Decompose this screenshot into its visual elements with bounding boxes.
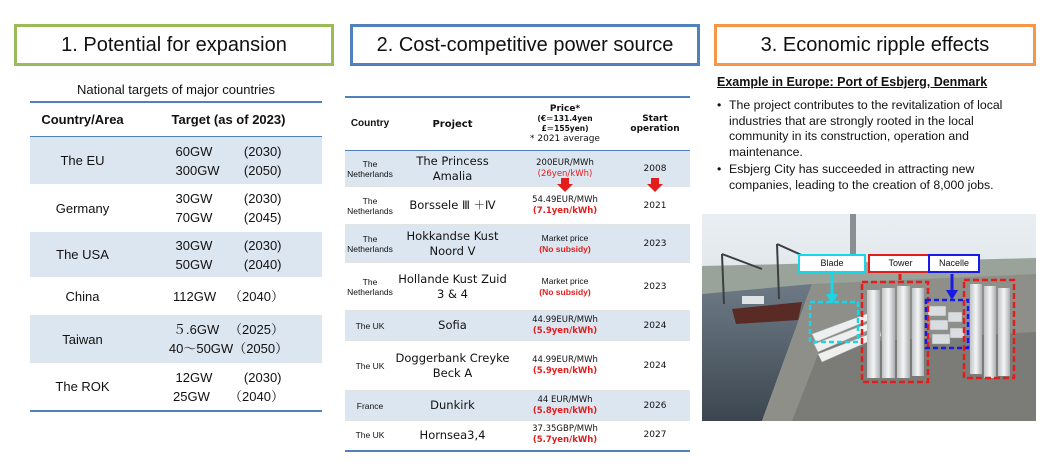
column-header-project: Project xyxy=(395,97,510,151)
project-cell: Doggerbank Creyke Beck A xyxy=(395,341,510,391)
table-row xyxy=(345,263,690,311)
price-cell xyxy=(510,263,620,311)
target-cell xyxy=(135,363,322,411)
table-row xyxy=(345,391,690,421)
column-header-price xyxy=(510,97,620,151)
country-cell: The EU xyxy=(30,137,135,185)
price-value: 44 EUR/MWh xyxy=(537,394,593,405)
price-value: 54.49EUR/MWh xyxy=(532,194,598,205)
column-header-start: Start operation xyxy=(620,97,690,151)
nacelle-label: Nacelle xyxy=(928,254,980,273)
section-title-expansion xyxy=(14,24,334,66)
price-value: 44.99EUR/MWh xyxy=(532,314,598,325)
table-row xyxy=(345,341,690,391)
country-cell: The USA xyxy=(30,232,135,277)
table-row xyxy=(345,421,690,451)
project-cell: The Princess Amalia xyxy=(395,151,510,187)
target-gw: 70GW xyxy=(175,210,213,225)
table-row xyxy=(30,277,322,315)
price-cell xyxy=(510,341,620,391)
target-gw: 60GW xyxy=(175,143,213,159)
target-year: （2050） xyxy=(233,341,289,356)
target-year: （2025） xyxy=(229,322,284,337)
target-gw: 40～50GW xyxy=(168,341,234,356)
section-title-economic xyxy=(714,24,1036,66)
section-title-text: 2. Cost-competitive power source xyxy=(376,33,674,56)
section-title-text: 1. Potential for expansion xyxy=(61,33,287,56)
target-cell xyxy=(135,184,322,232)
target-gw: 300GW xyxy=(175,162,220,178)
start-cell: 2024 xyxy=(620,341,690,391)
start-value: 2021 xyxy=(643,200,667,211)
target-cell xyxy=(135,315,322,363)
target-year: (2030) xyxy=(243,191,282,206)
target-line-updated xyxy=(135,236,322,255)
table-row xyxy=(30,232,322,277)
target-cell xyxy=(135,232,322,277)
target-line xyxy=(135,142,322,161)
price-value: 44.99EUR/MWh xyxy=(532,354,598,365)
national-targets-caption: National targets of major countries xyxy=(77,82,275,97)
column-header-target: Target (as of 2023) xyxy=(135,102,322,137)
price-header-title: Price* xyxy=(549,104,581,114)
table-row xyxy=(30,363,322,411)
price-cell xyxy=(510,187,620,225)
country-cell: The Netherlands xyxy=(345,187,395,225)
price-cell xyxy=(510,421,620,451)
table-row xyxy=(30,184,322,232)
target-line xyxy=(135,189,322,208)
price-yen: (5.7yen/kWh) xyxy=(532,435,598,446)
table-row xyxy=(345,225,690,263)
table-row xyxy=(345,311,690,341)
target-year: (2030) xyxy=(243,143,282,159)
target-line-updated xyxy=(135,208,322,227)
country-cell: Germany xyxy=(55,200,110,216)
price-yen: (5.8yen/kWh) xyxy=(532,405,598,416)
table-row xyxy=(345,187,690,225)
port-illustration xyxy=(702,214,1036,421)
country-cell: France xyxy=(345,391,395,421)
country-cell: Taiwan xyxy=(30,315,135,363)
target-gw: 30GW xyxy=(175,237,213,253)
target-year: （2040） xyxy=(229,288,284,304)
table-row xyxy=(30,137,322,185)
target-gw: 112GW xyxy=(173,288,217,304)
target-line-updated xyxy=(135,287,322,306)
country-cell: The UK xyxy=(345,421,395,451)
target-gw: ５.6GW xyxy=(173,322,220,337)
start-cell: 2026 xyxy=(620,391,690,421)
price-cell xyxy=(510,391,620,421)
price-value: 200EUR/MWh xyxy=(536,157,594,168)
target-gw: 50GW xyxy=(175,256,213,272)
target-cell xyxy=(135,277,322,315)
project-cell: Dunkirk xyxy=(395,391,510,421)
table-row xyxy=(30,315,322,363)
country-cell: The Netherlands xyxy=(345,151,395,187)
target-gw: 30GW xyxy=(175,191,213,206)
national-targets-table xyxy=(30,101,322,412)
project-cell: Hokkandse Kust Noord V xyxy=(395,225,510,263)
port-photo xyxy=(702,214,1036,421)
section-title-text: 3. Economic ripple effects xyxy=(760,33,990,56)
section-title-cost xyxy=(350,24,700,66)
country-cell: China xyxy=(65,288,100,304)
start-cell: 2024 xyxy=(620,311,690,341)
target-gw: 25GW xyxy=(173,388,210,404)
project-cell: Hornsea3,4 xyxy=(395,421,510,451)
start-cell xyxy=(620,187,690,225)
price-value: Market price xyxy=(541,275,589,286)
projects-table xyxy=(345,96,690,452)
price-cell xyxy=(510,311,620,341)
target-year: (2030) xyxy=(243,237,282,253)
country-cell: The UK xyxy=(345,341,395,391)
target-year: (2030) xyxy=(243,369,282,385)
target-gw: 12GW xyxy=(175,369,213,385)
country-cell: The UK xyxy=(345,311,395,341)
start-cell: 2023 xyxy=(620,225,690,263)
column-header-country: Country/Area xyxy=(30,102,135,137)
price-header-rate: (€＝131.4yen xyxy=(537,114,593,123)
target-line-updated xyxy=(135,339,322,358)
price-header-rate: £＝155yen) xyxy=(541,124,589,133)
example-title: Example in Europe: Port of Esbjerg, Denmark xyxy=(717,75,988,89)
price-yen: (5.9yen/kWh) xyxy=(532,365,598,376)
price-value: 37.35GBP/MWh xyxy=(532,424,598,435)
country-cell: The ROK xyxy=(30,363,135,411)
price-yen: (No subsidy) xyxy=(539,243,591,254)
country-cell: The Netherlands xyxy=(345,225,395,263)
target-year: (2045) xyxy=(243,210,282,225)
start-cell: 2027 xyxy=(620,421,690,451)
price-value: Market price xyxy=(541,232,589,243)
target-line xyxy=(135,161,322,180)
start-cell: 2023 xyxy=(620,263,690,311)
project-cell: Sofia xyxy=(395,311,510,341)
country-cell: The Netherlands xyxy=(345,263,395,311)
project-cell: Hollande Kust Zuid 3 & 4 xyxy=(395,263,510,311)
target-year: (2040) xyxy=(243,256,282,272)
tower-label: Tower xyxy=(868,254,933,273)
bullet-item: • The project contributes to the revitalization of local industries that are strongly rooted in the local community in its construction, operation and maintenance. xyxy=(717,98,1022,160)
bullet-item: • Esbjerg City has succeeded in attracting new companies, leading to the creation of 8,000 jobs. xyxy=(717,162,1022,193)
target-cell xyxy=(135,137,322,185)
target-line-updated xyxy=(135,387,322,406)
target-line-updated xyxy=(135,320,322,339)
project-cell: Borssele Ⅲ ＋Ⅳ xyxy=(395,187,510,225)
blade-label: Blade xyxy=(798,254,866,273)
price-header-note: * 2021 average xyxy=(530,134,600,144)
bullet-list xyxy=(717,98,1022,195)
table-row xyxy=(345,151,690,187)
target-year: （2040） xyxy=(229,388,284,404)
price-cell xyxy=(510,225,620,263)
target-year: (2050) xyxy=(243,162,282,178)
target-line xyxy=(135,368,322,387)
price-yen: (7.1yen/kWh) xyxy=(532,205,598,216)
price-yen: (26yen/kWh) xyxy=(537,168,593,179)
target-line-updated xyxy=(135,255,322,274)
column-header-country: Country xyxy=(345,97,395,151)
price-yen: (5.9yen/kWh) xyxy=(532,325,598,336)
price-yen: (No subsidy) xyxy=(539,286,591,297)
start-cell: 2008 xyxy=(620,151,690,187)
